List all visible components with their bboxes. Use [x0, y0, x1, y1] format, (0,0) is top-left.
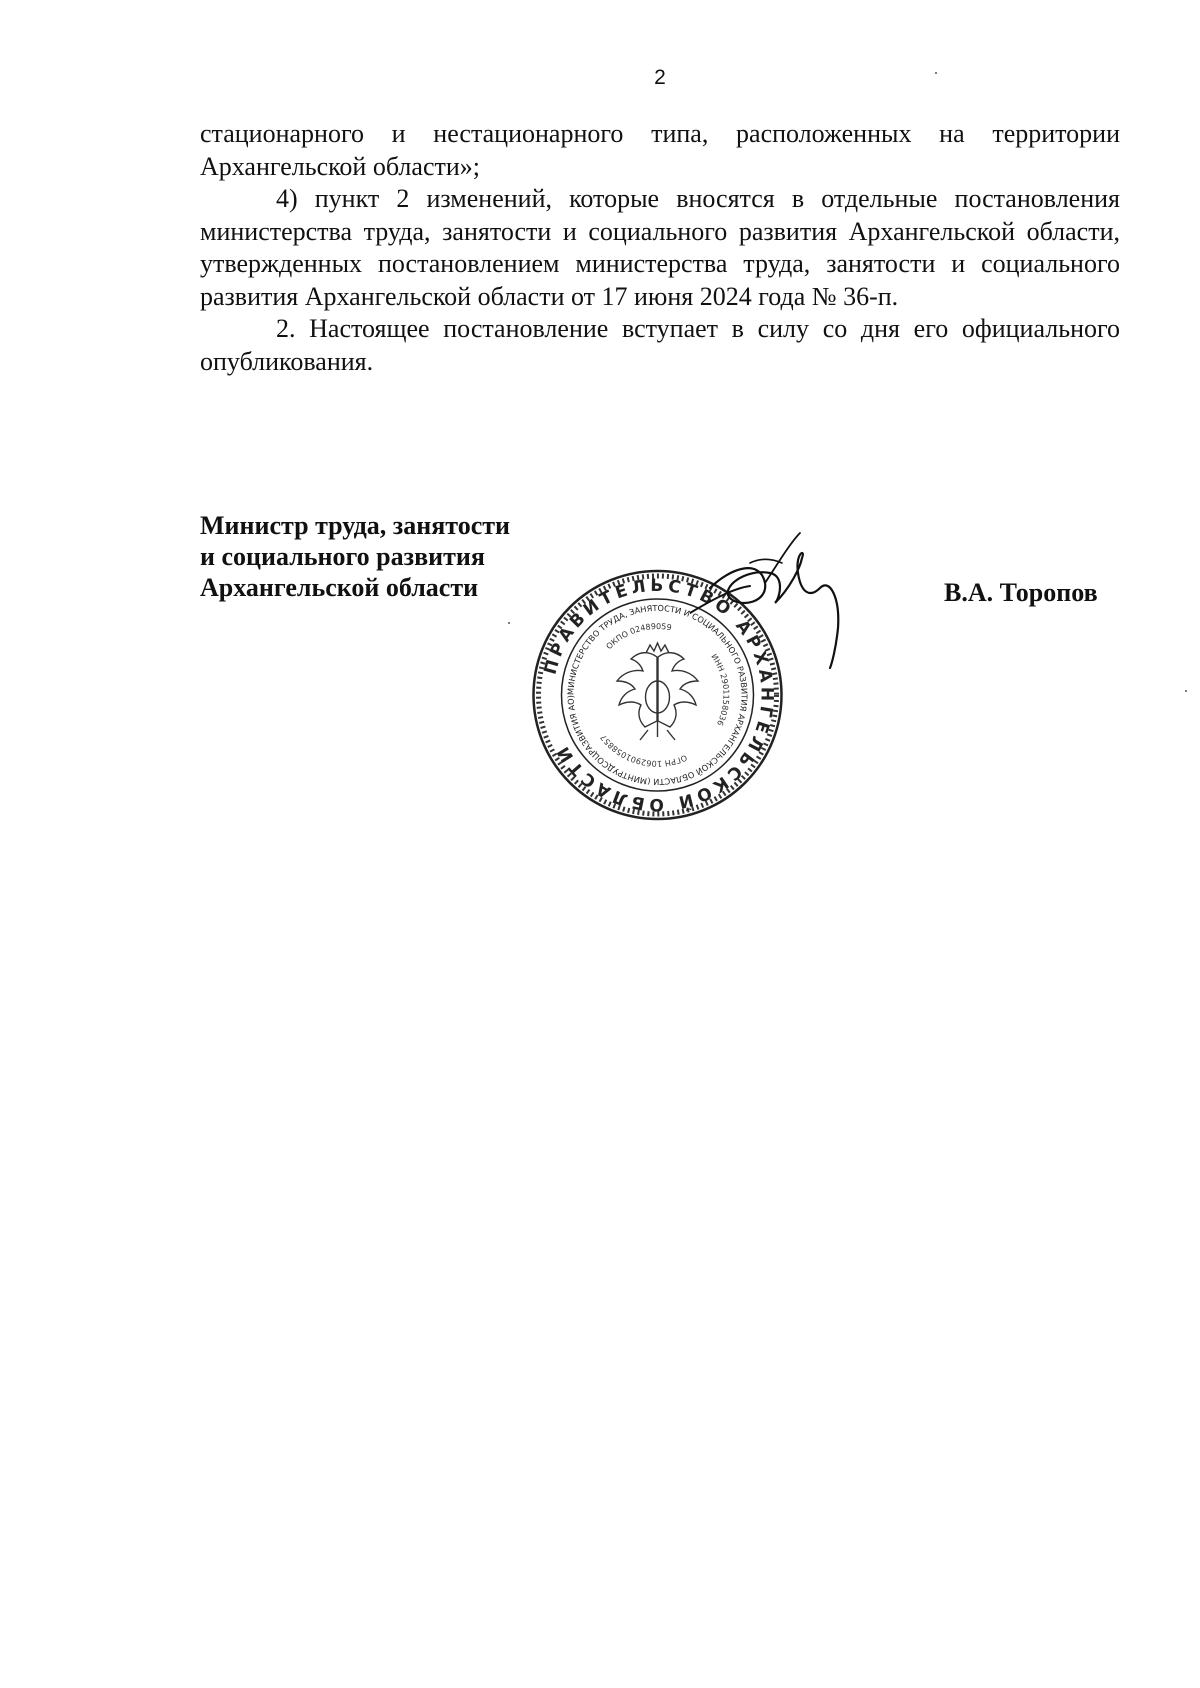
position-line-3: Архангельской области — [200, 573, 479, 602]
paragraph-item-2-effective-date: 2. Настоящее постановление вступает в силу со дня его официального опубликования. — [200, 314, 1120, 376]
page-number: 2 — [654, 66, 666, 89]
scan-speck — [935, 72, 937, 74]
paragraph-continuation: стационарного и нестационарного типа, расположенных на территории Архангельской области»; — [200, 119, 1120, 181]
paragraph-item-4: 4) пункт 2 изменений, которые вносятся в отдельные постановления министерства труда, занятости и социального развития Архангельской области, утвержденных постановлением министерства труда, занятости и социального развития Архангельской области от 17 июня 2024 года № 36-п. — [200, 184, 1120, 311]
position-line-1: Министр труда, занятости — [200, 511, 511, 540]
seal-outer-text: ПРАВИТЕЛЬСТВО АРХАНГЕЛЬСКОЙ ОБЛАСТИ — [540, 575, 777, 815]
signatory-position — [200, 510, 510, 603]
seal-ogrn-text: ОГРН 1062901058857 — [598, 732, 689, 769]
scan-speck — [508, 622, 510, 624]
seal-inn-text: ИНН 2901158036 — [709, 652, 731, 727]
seal-inner-text: МИНИСТЕРСТВО ТРУДА, ЗАНЯТОСТИ И СОЦИАЛЬНОГО РАЗВИТИЯ АРХАНГЕЛЬСКОЙ ОБЛАСТИ (МИНТРУДСОЦРАЗВИТИЯ АО) — [565, 602, 750, 788]
position-line-2: и социального развития — [200, 542, 485, 571]
scan-speck — [1185, 690, 1187, 692]
handwritten-signature — [690, 528, 855, 678]
seal-okpo-text: ОКПО 02489059 — [604, 621, 673, 652]
document-body — [200, 118, 1120, 378]
signer-name: В.А. Торопов — [944, 578, 1098, 607]
coat-of-arms-icon — [617, 643, 698, 740]
